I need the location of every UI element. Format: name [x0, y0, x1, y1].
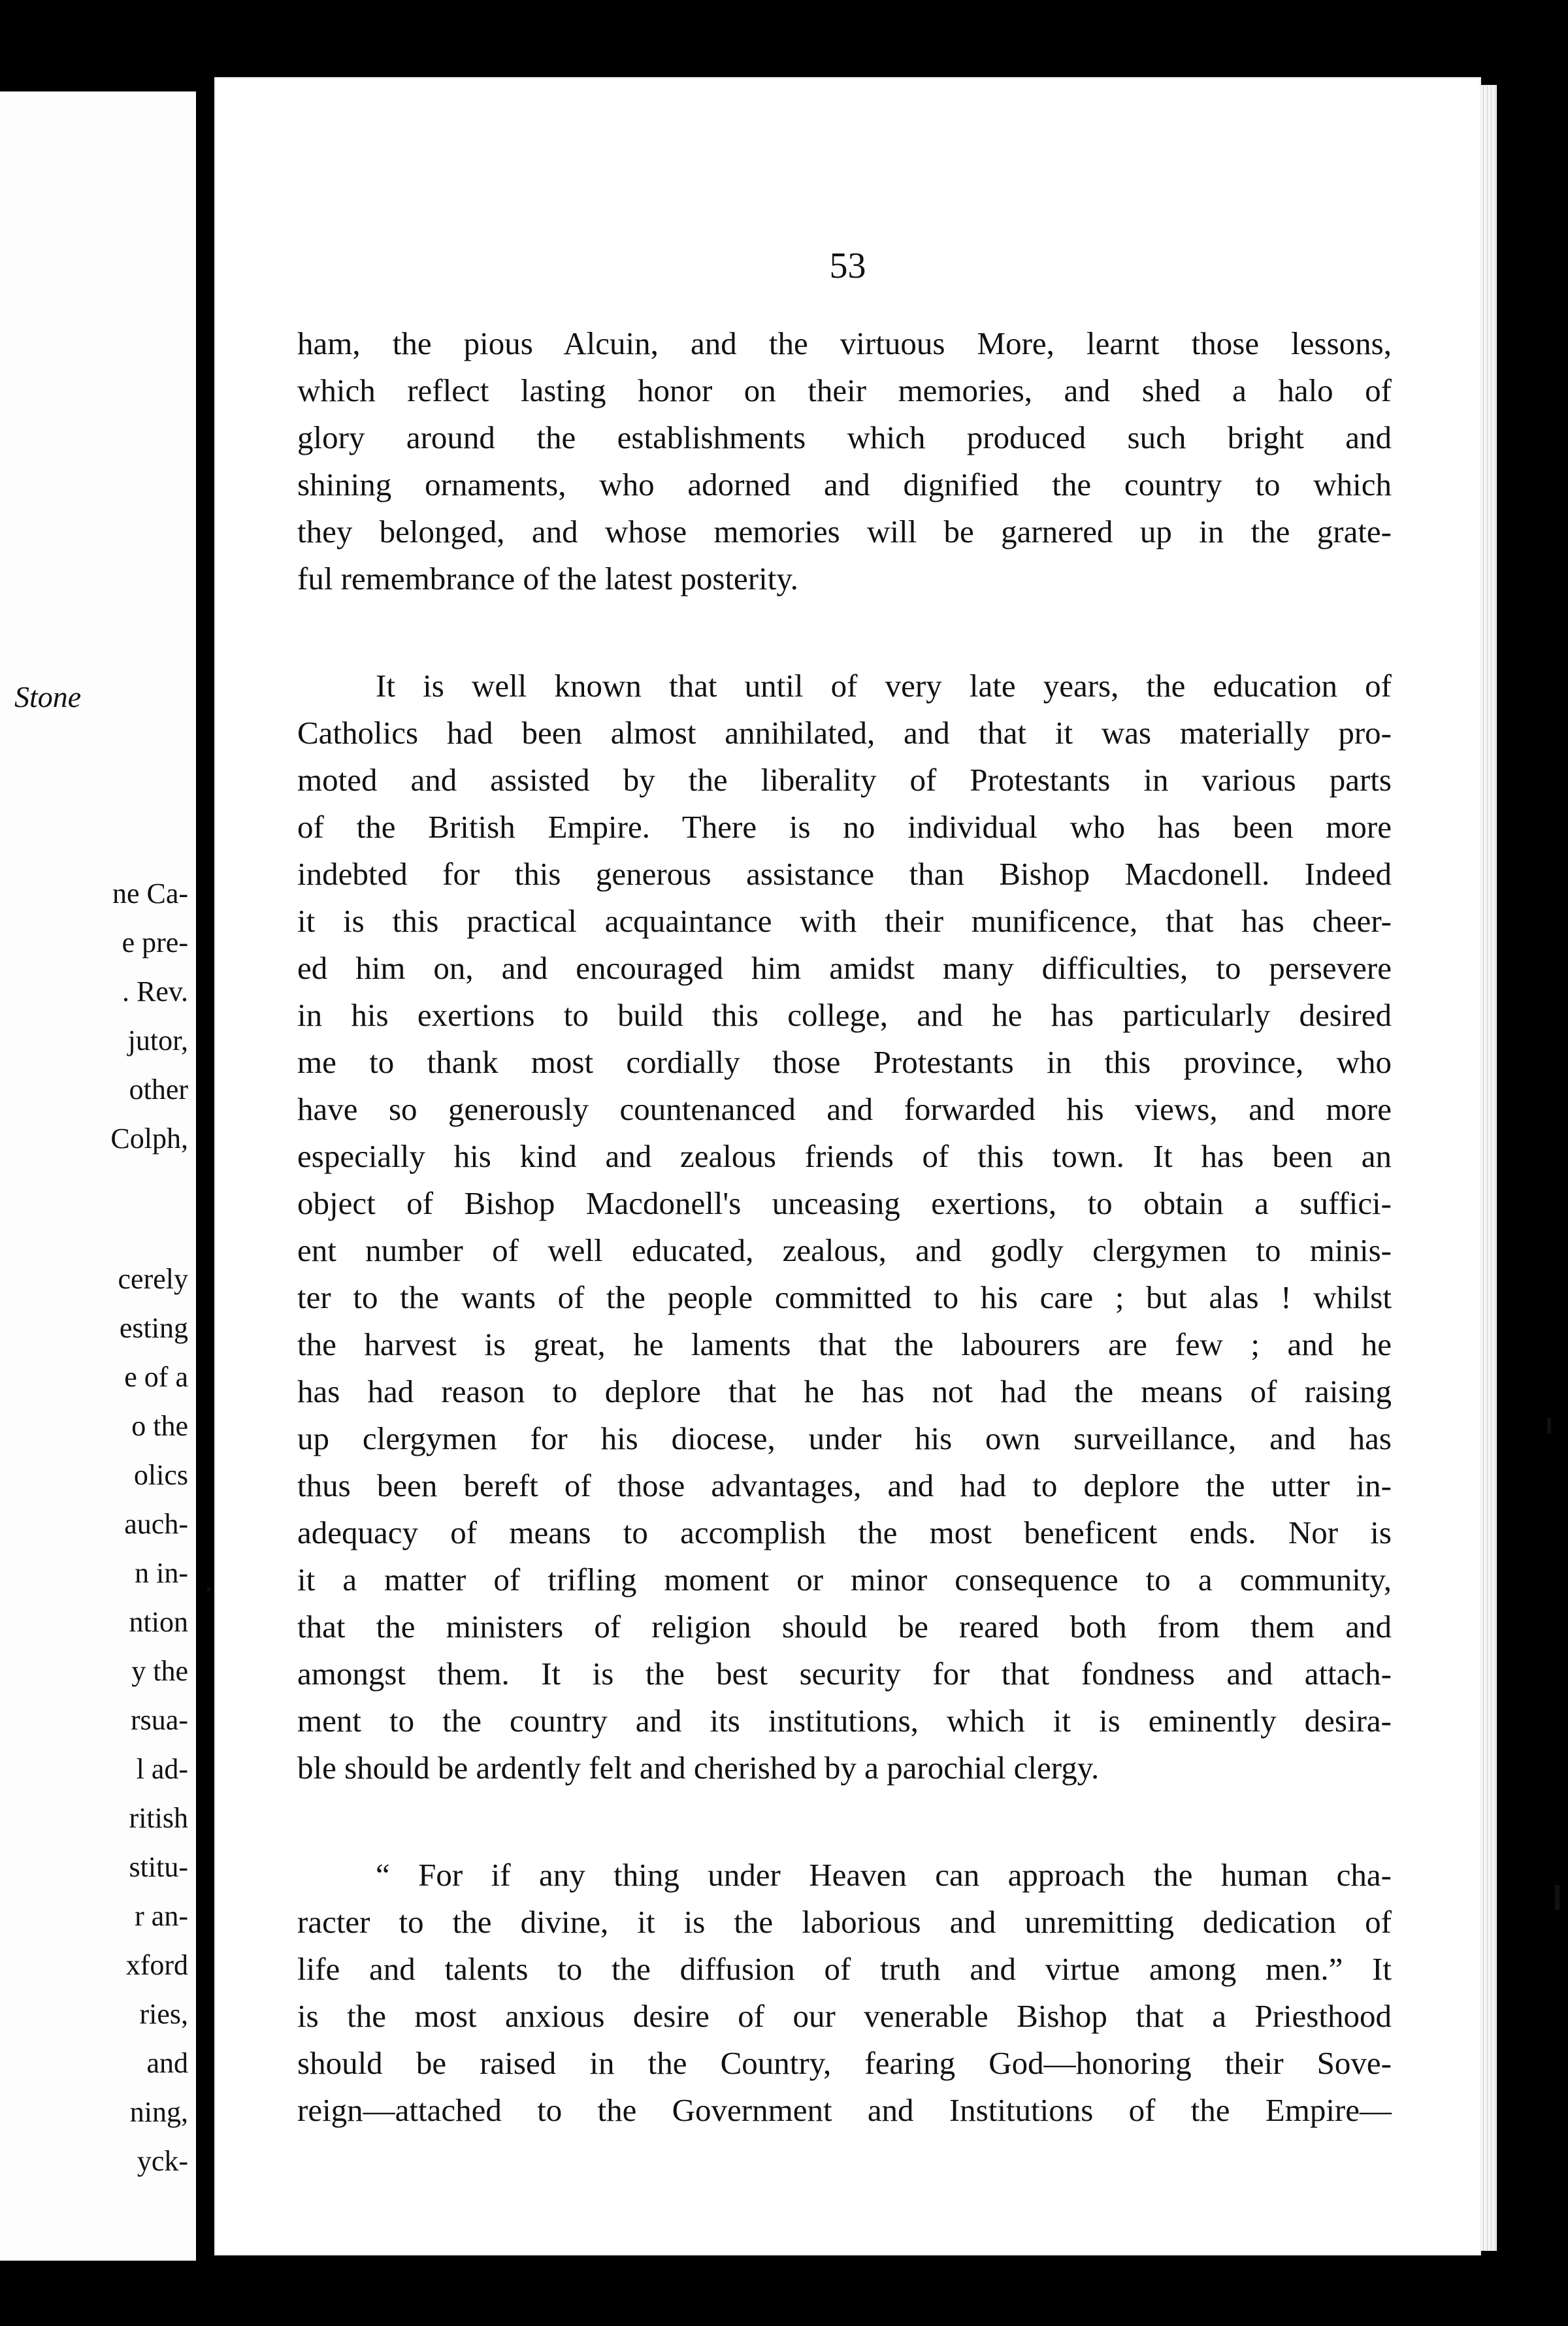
- text-line: have so generously countenanced and forwarded his views, and more: [297, 1091, 1392, 1127]
- left-line: Colph,: [110, 1122, 188, 1155]
- text-line: thus been bereft of those advantages, and had to deplore the utter in-: [297, 1467, 1392, 1503]
- left-line: e of a: [124, 1361, 188, 1393]
- text-line: ment to the country and its institutions, which it is eminently desira-: [297, 1703, 1392, 1739]
- page-edge-stack: [1480, 85, 1497, 2251]
- text-line: amongst them. It is the best security for that fondness and attach-: [297, 1656, 1392, 1692]
- text-line: the harvest is great, he laments that the labourers are few ; and he: [297, 1326, 1392, 1362]
- left-line: ning,: [129, 2096, 188, 2128]
- text-line: has had reason to deplore that he has not had the means of raising: [297, 1373, 1392, 1409]
- text-line: which reflect lasting honor on their memories, and shed a halo of: [297, 372, 1392, 408]
- left-line: olics: [133, 1459, 188, 1491]
- paragraph-2: [297, 663, 1392, 1792]
- text-line: ent number of well educated, zealous, and godly clergymen to minis-: [297, 1232, 1392, 1268]
- left-line: jutor,: [127, 1024, 188, 1057]
- left-line: other: [129, 1073, 188, 1106]
- left-line: ntion: [129, 1606, 188, 1638]
- text-line: life and talents to the diffusion of truth and virtue among men.” It: [297, 1951, 1392, 1987]
- left-line: and: [146, 2047, 188, 2079]
- left-line: ries,: [139, 1998, 188, 2030]
- left-line: xford: [125, 1949, 188, 1981]
- left-line: stitu-: [129, 1851, 188, 1883]
- text-line: me to thank most cordially those Protestants in this province, who: [297, 1044, 1392, 1080]
- text-line: object of Bishop Macdonell's unceasing exertions, to obtain a suffici-: [297, 1185, 1392, 1221]
- text-line: moted and assisted by the liberality of Protestants in various parts: [297, 762, 1392, 798]
- text-line: should be raised in the Country, fearing God—honoring their Sove-: [297, 2045, 1392, 2081]
- page-number: 53: [829, 246, 866, 286]
- scan-speck: [207, 1588, 210, 1591]
- text-line: racter to the divine, it is the laborious and unremitting dedication of: [297, 1904, 1392, 1940]
- left-line: e pre-: [122, 926, 188, 958]
- text-line: ble should be ardently felt and cherished by a parochial clergy.: [297, 1750, 1100, 1786]
- left-line: cerely: [118, 1263, 188, 1295]
- scan-speck: [1555, 1885, 1560, 1910]
- main-page: [216, 78, 1480, 2254]
- paragraph-1: [297, 320, 1392, 602]
- text-line: ed him on, and encouraged him amidst many difficulties, to persevere: [297, 950, 1392, 986]
- text-line: it a matter of trifling moment or minor consequence to a community,: [297, 1562, 1392, 1597]
- left-line: auch-: [124, 1508, 188, 1540]
- left-page-catchword: Stone: [14, 680, 82, 713]
- text-line: is the most anxious desire of our venerable Bishop that a Priesthood: [297, 1998, 1392, 2034]
- left-line: yck-: [137, 2145, 188, 2177]
- left-line: . Rev.: [122, 975, 188, 1007]
- text-line: indebted for this generous assistance than Bishop Macdonell. Indeed: [297, 856, 1392, 892]
- text-line: up clergymen for his diocese, under his own surveillance, and has: [297, 1420, 1392, 1456]
- left-line: ne Ca-: [112, 877, 188, 909]
- text-line: ham, the pious Alcuin, and the virtuous More, learnt those lessons,: [297, 325, 1392, 361]
- page-body: [297, 320, 1392, 2134]
- left-line: n in-: [135, 1557, 188, 1589]
- left-line: rsua-: [131, 1704, 188, 1736]
- text-line: that the ministers of religion should be reared both from them and: [297, 1609, 1392, 1645]
- left-page-line-fragments: [110, 869, 188, 2186]
- left-line: o the: [131, 1410, 188, 1442]
- text-line: “ For if any thing under Heaven can approach the human cha-: [376, 1857, 1392, 1893]
- text-line: it is this practical acquaintance with their munificence, that has cheer-: [297, 903, 1392, 939]
- left-page-fragment: [0, 91, 196, 2261]
- text-line: in his exertions to build this college, and he has particularly desired: [297, 997, 1392, 1033]
- text-line: reign—attached to the Government and Institutions of the Empire—: [297, 2092, 1392, 2128]
- text-line: especially his kind and zealous friends of this town. It has been an: [297, 1138, 1392, 1174]
- left-line: y the: [131, 1655, 188, 1687]
- left-line: l ad-: [136, 1753, 188, 1785]
- paragraph-3: [297, 1852, 1392, 2134]
- scan-speck: [1547, 1418, 1551, 1433]
- text-line: ful remembrance of the latest posterity.: [297, 561, 798, 597]
- text-line: ter to the wants of the people committed to his care ; but alas ! whilst: [297, 1279, 1392, 1315]
- left-line: r an-: [135, 1900, 188, 1932]
- text-line: Catholics had been almost annihilated, and that it was materially pro-: [297, 715, 1392, 751]
- left-gap: [110, 1163, 188, 1254]
- text-line: glory around the establishments which produced such bright and: [297, 419, 1392, 455]
- left-line: ritish: [129, 1802, 188, 1834]
- text-line: It is well known that until of very late years, the education of: [376, 668, 1392, 704]
- left-line: esting: [119, 1312, 188, 1344]
- text-line: they belonged, and whose memories will be garnered up in the grate-: [297, 514, 1392, 549]
- text-line: of the British Empire. There is no individual who has been more: [297, 809, 1392, 845]
- text-line: shining ornaments, who adorned and dignified the country to which: [297, 467, 1392, 502]
- text-line: adequacy of means to accomplish the most beneficent ends. Nor is: [297, 1515, 1392, 1550]
